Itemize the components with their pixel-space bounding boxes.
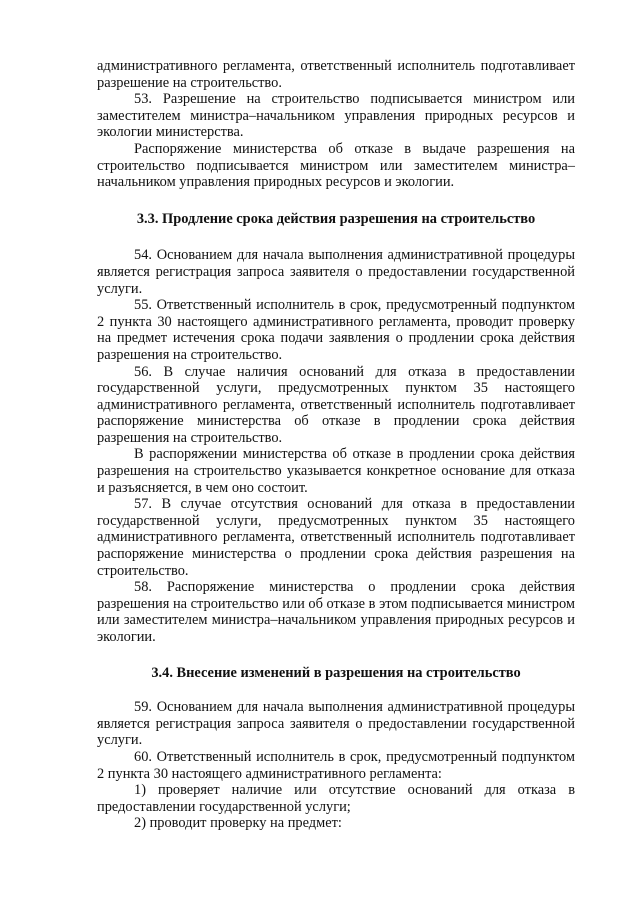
document-page bbox=[97, 58, 575, 832]
list-item: 1) проверяет наличие или отсутствие оснований для отказа в предоставлении государственной услуги; bbox=[97, 782, 575, 815]
list-item: 2) проводит проверку на предмет: bbox=[134, 815, 342, 832]
paragraph: Распоряжение министерства об отказе в выдаче разрешения на строительство подписывается министром или заместителем министра–начальником управления природных ресурсов и экологии. bbox=[97, 140, 575, 191]
paragraph-56: 56. В случае наличия оснований для отказа в предоставлении государственной услуги, предусмотренных пунктом 35 настоящего административного регламента, ответственный исполнитель подготавливает распоряжение министерства об отказе в продлении срока действия разрешения на строительство. bbox=[97, 363, 575, 446]
paragraph-55: 55. Ответственный исполнитель в срок, предусмотренный подпунктом 2 пункта 30 настоящего административного регламента, проводит проверку на предмет истечения срока подачи заявления о продлении срока действия разрешения на строительство. bbox=[97, 297, 575, 363]
section-heading-3-4: 3.4. Внесение изменений в разрешения на строительство bbox=[151, 664, 521, 681]
paragraph: административного регламента, ответственный исполнитель подготавливает разрешение на строительство. bbox=[97, 58, 575, 91]
paragraph-54: 54. Основанием для начала выполнения административной процедуры является регистрация запроса заявителя о предоставлении государственной услуги. bbox=[97, 247, 575, 297]
paragraph-58: 58. Распоряжение министерства о продлении срока действия разрешения на строительство или об отказе в этом подписывается министром или заместителем министра–начальником управления природных ресурсов и экологии. bbox=[97, 579, 575, 645]
section-heading-3-3: 3.3. Продление срока действия разрешения на строительство bbox=[136, 210, 536, 227]
paragraph: В распоряжении министерства об отказе в продлении срока действия разрешения на строительство указывается конкретное основание для отказа и разъясняется, в чем оно состоит. bbox=[97, 446, 575, 496]
paragraph-59: 59. Основанием для начала выполнения административной процедуры является регистрация запроса заявителя о предоставлении государственной услуги. bbox=[97, 699, 575, 749]
paragraph-53: 53. Разрешение на строительство подписывается министром или заместителем министра–начальником управления природных ресурсов и экологии министерства. bbox=[97, 91, 575, 141]
paragraph-57: 57. В случае отсутствия оснований для отказа в предоставлении государственной услуги, предусмотренных пунктом 35 настоящего административного регламента, ответственный исполнитель подготавливает распоряжение министерства о продлении срока действия разрешения на строительство. bbox=[97, 496, 575, 579]
paragraph-60: 60. Ответственный исполнитель в срок, предусмотренный подпунктом 2 пункта 30 настоящего административного регламента: bbox=[97, 748, 575, 782]
